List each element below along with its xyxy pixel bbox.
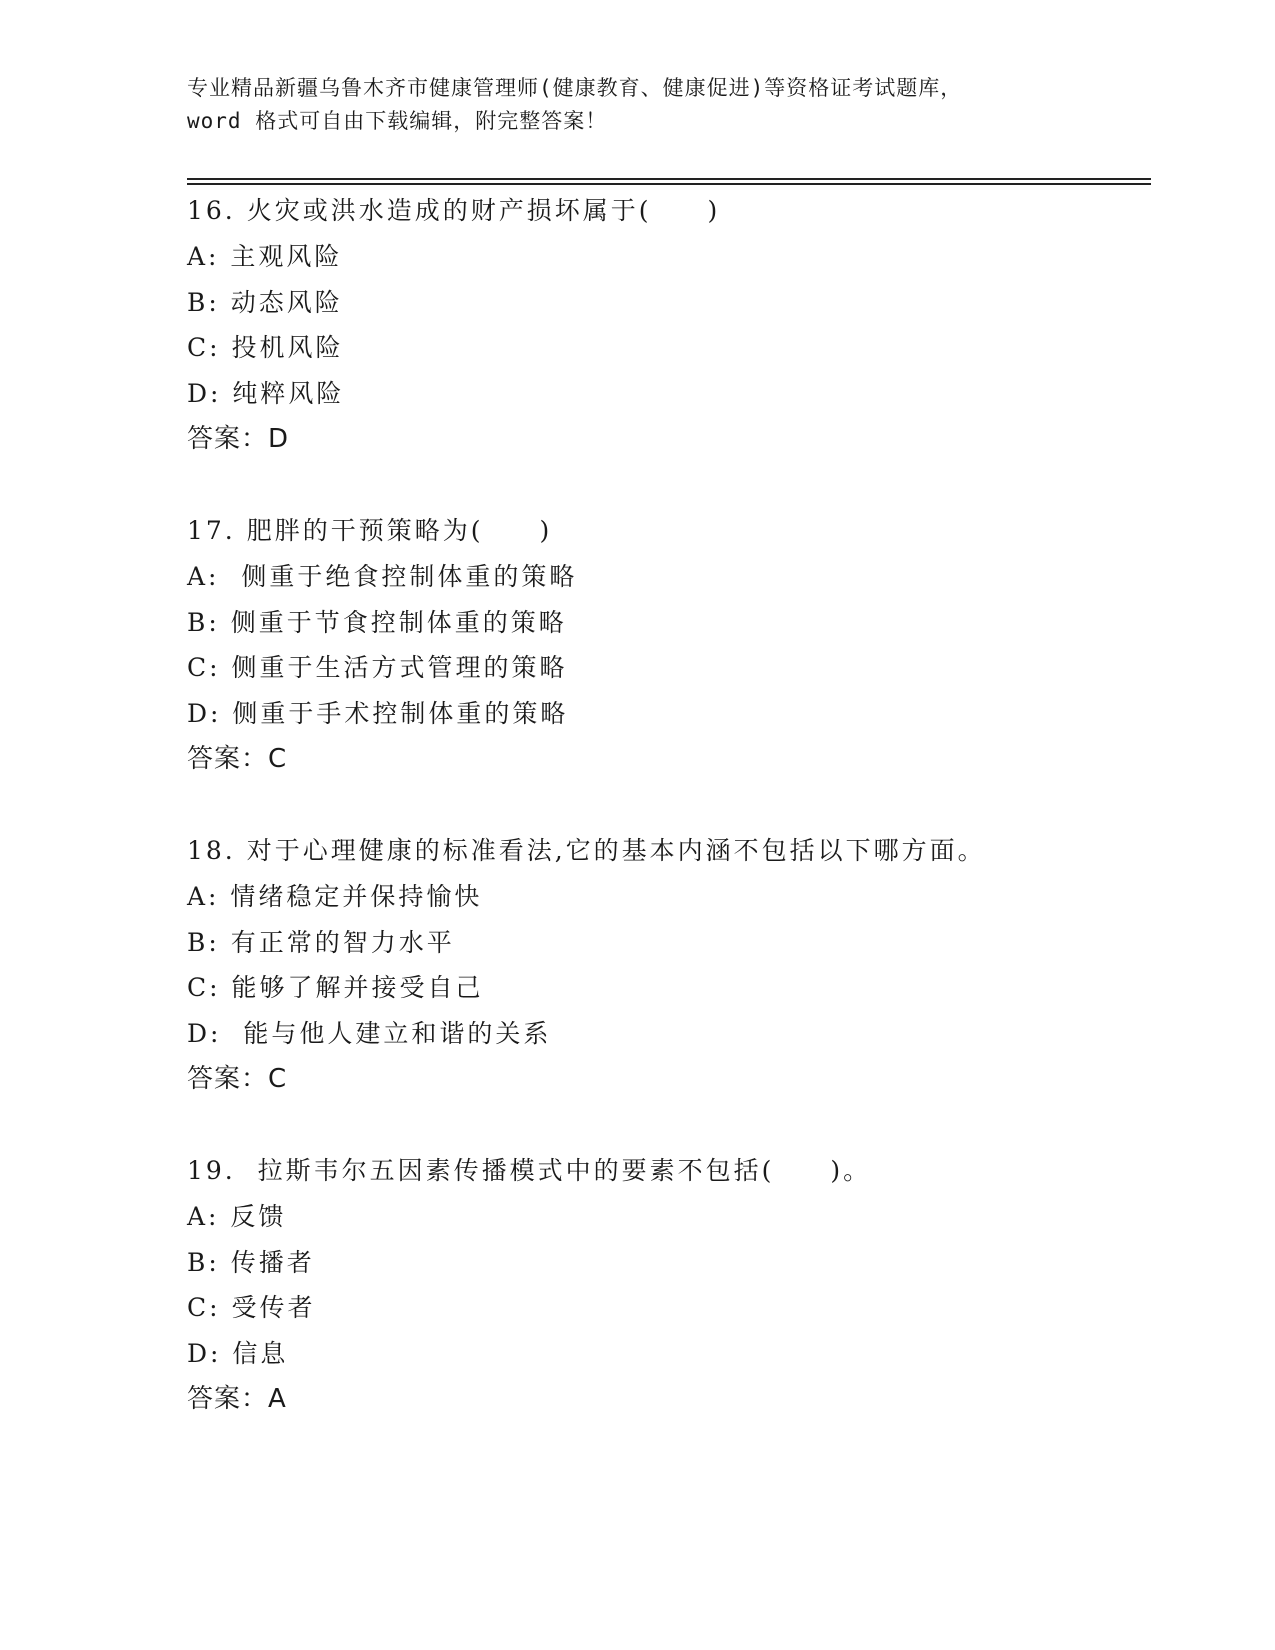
question-16 [187, 188, 1151, 508]
option-c: C: 投机风险 [187, 333, 344, 362]
option-b: B: 传播者 [187, 1248, 315, 1277]
answer: 答案：C [187, 744, 288, 774]
document-header [187, 72, 1067, 138]
option-a: A: 侧重于绝食控制体重的策略 [187, 562, 578, 591]
option-a: A: 反馈 [187, 1202, 287, 1231]
header-line-2: word 格式可自由下载编辑，附完整答案！ [187, 109, 608, 133]
option-b: B: 侧重于节食控制体重的策略 [187, 608, 567, 637]
question-title: 17. 肥胖的干预策略为( ) [187, 516, 553, 545]
answer: 答案：A [187, 1384, 287, 1414]
option-c: C: 能够了解并接受自己 [187, 973, 484, 1002]
option-b: B: 动态风险 [187, 288, 343, 317]
question-19 [187, 1148, 1151, 1468]
question-18 [187, 828, 1151, 1148]
option-d: D: 信息 [187, 1339, 289, 1368]
header-line-1: 专业精品新疆乌鲁木齐市健康管理师(健康教育、健康促进)等资格证考试题库， [187, 76, 963, 100]
option-c: C: 侧重于生活方式管理的策略 [187, 653, 568, 682]
option-d: D: 能与他人建立和谐的关系 [187, 1019, 552, 1048]
header-divider-top [187, 178, 1151, 180]
answer: 答案：C [187, 1064, 288, 1094]
option-b: B: 有正常的智力水平 [187, 928, 455, 957]
option-d: D: 侧重于手术控制体重的策略 [187, 699, 569, 728]
header-divider-bottom [187, 183, 1151, 185]
option-c: C: 受传者 [187, 1293, 316, 1322]
option-a: A: 主观风险 [187, 242, 343, 271]
option-a: A: 情绪稳定并保持愉快 [187, 882, 483, 911]
question-title: 16. 火灾或洪水造成的财产损坏属于( ) [187, 196, 721, 225]
answer: 答案：D [187, 424, 290, 454]
question-title: 19. 拉斯韦尔五因素传播模式中的要素不包括( )。 [187, 1156, 872, 1185]
question-list [187, 188, 1151, 1468]
question-title: 18. 对于心理健康的标准看法,它的基本内涵不包括以下哪方面。 [187, 836, 986, 865]
question-17 [187, 508, 1151, 828]
option-d: D: 纯粹风险 [187, 379, 345, 408]
